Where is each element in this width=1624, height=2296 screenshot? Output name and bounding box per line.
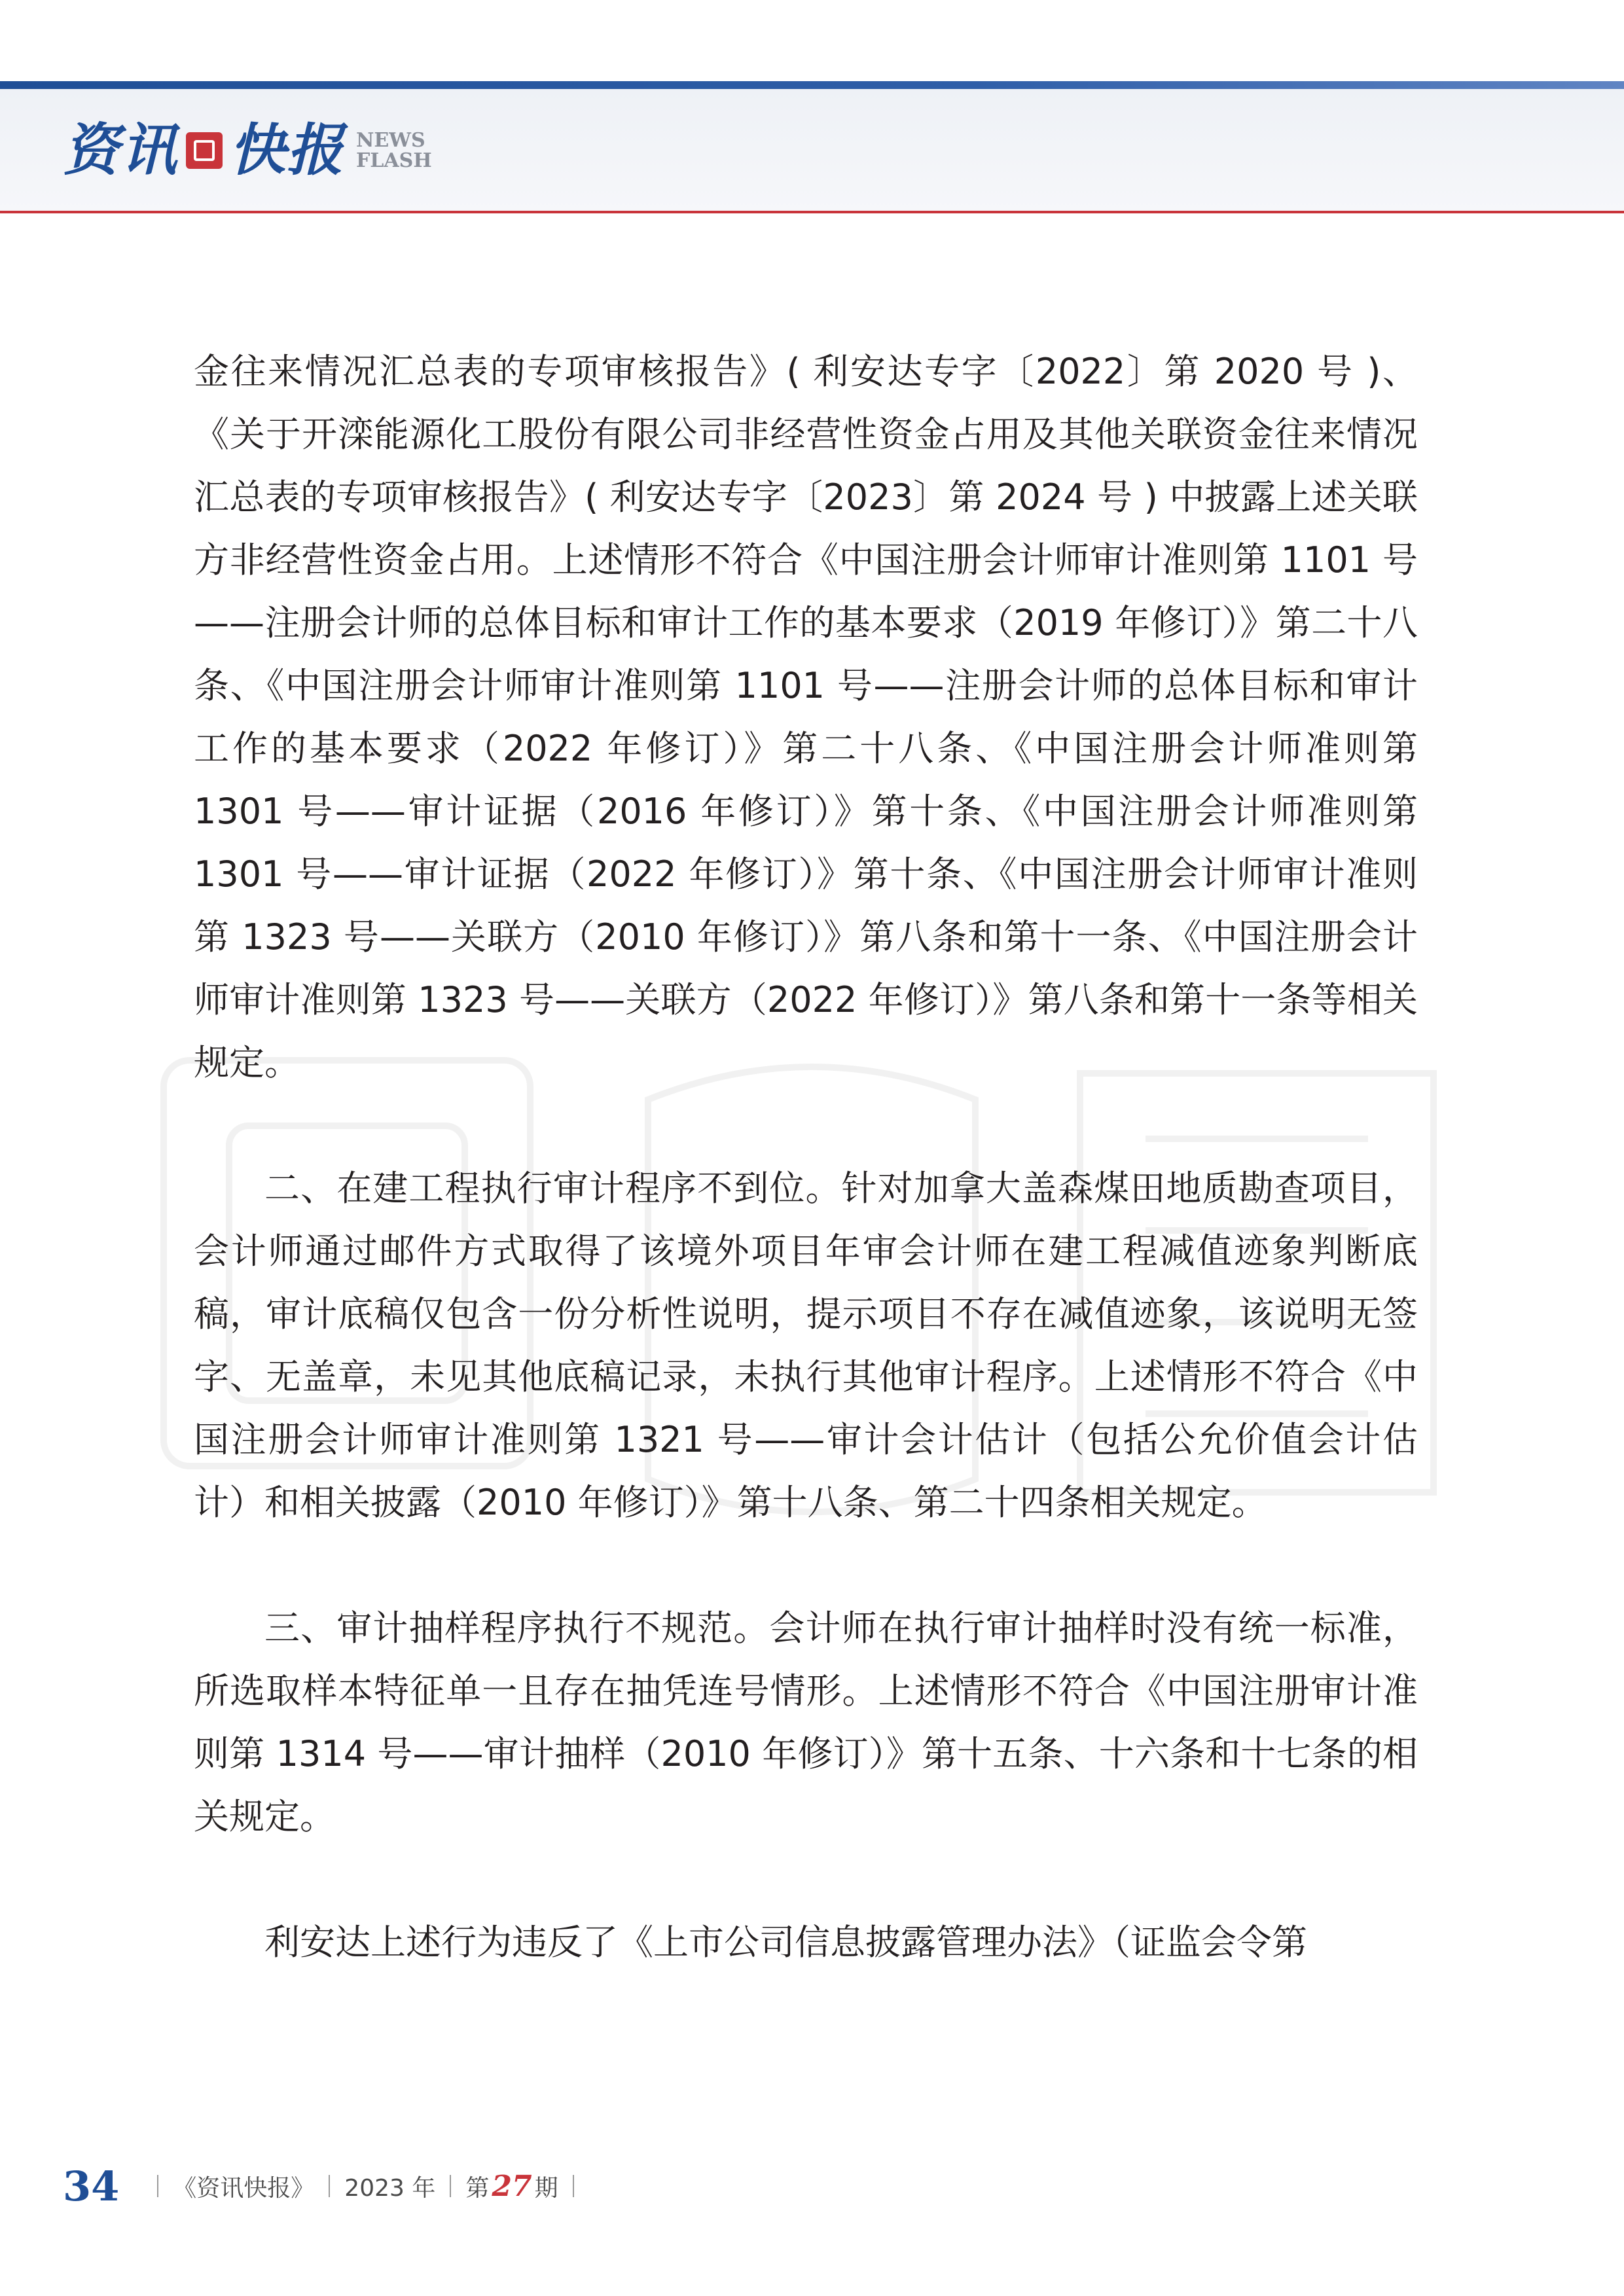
header-red-rule — [0, 211, 1624, 213]
paragraph-3: 三、审计抽样程序执行不规范。会计师在执行审计抽样时没有统一标准，所选取样本特征单一且存在抽凭连号情形。上述情形不符合《中国注册审计准则第 1314 号——审计抽样（2010 年修订）》第十五条、十六条和十七条的相关规定。 — [194, 1607, 1418, 1837]
article-body — [194, 340, 1418, 1974]
page-number: 34 — [63, 2162, 120, 2210]
footer-year: 2023 年 — [344, 2174, 436, 2202]
footer-separator — [573, 2175, 574, 2197]
footer-separator — [329, 2175, 330, 2197]
footer-issue-number: 27 — [492, 2169, 532, 2203]
publication-logo — [63, 118, 432, 183]
footer-issue-prefix: 第 — [465, 2174, 490, 2202]
footer-issue-suffix: 期 — [534, 2174, 558, 2202]
logo-text-right: 快报 — [229, 117, 344, 183]
paragraph-4: 利安达上述行为违反了《上市公司信息披露管理办法》（证监会令第 — [264, 1922, 1307, 1963]
logo-english-line1: NEWS — [356, 128, 425, 152]
logo-text-left: 资讯 — [63, 117, 178, 183]
page-footer — [63, 2160, 588, 2212]
footer-separator — [450, 2175, 451, 2197]
footer-publication: 《资讯快报》 — [173, 2174, 315, 2202]
footer-separator — [157, 2175, 158, 2197]
logo-english — [356, 130, 432, 171]
paragraph-2: 二、在建工程执行审计程序不到位。针对加拿大盖森煤田地质勘查项目，会计师通过邮件方式取得了该境外项目年审会计师在建工程减值迹象判断底稿，审计底稿仅包含一份分析性说明，提示项目不存在减值迹象，该说明无签字、无盖章，未见其他底稿记录，未执行其他审计程序。上述情形不符合《中国注册会计师审计准则第 1321 号——审计会计估计（包括公允价值会计估计）和相关披露（2010 年修订）》第十八条、第二十四条相关规定。 — [194, 1168, 1418, 1523]
paragraph-1: 金往来情况汇总表的专项审核报告》( 利安达专字〔2022〕第 2020 号 )、《关于开滦能源化工股份有限公司非经营性资金占用及其他关联资金往来情况汇总表的专项审核报告》( 利安达专字〔2023〕第 2024 号 ) 中披露上述关联方非经营性资金占用。上述情形不符合《中国注册会计师审计准则第 1101 号——注册会计师的总体目标和审计工作的基本要求（2019 年修订）》第二十八条、《中国注册会计师审计准则第 1101 号——注册会计师的总体目标和审计工作的基本要求（2022 年修订）》第二十八条、《中国注册会计师准则第 1301 号——审计证据（2016 年修订）》第十条、《中国注册会计师准则第 1301 号——审计证据（2022 年修订）》第十条、《中国注册会计师审计准则第 1323 号——关联方（2010 年修订）》第八条和第十一条、《中国注册会计师审计准则第 1323 号——关联方（2022 年修订）》第八条和第十一条等相关规定。 — [194, 351, 1418, 1083]
logo-english-line2: FLASH — [356, 149, 432, 172]
header-top-bar — [0, 81, 1624, 89]
red-seal-icon — [186, 132, 223, 169]
